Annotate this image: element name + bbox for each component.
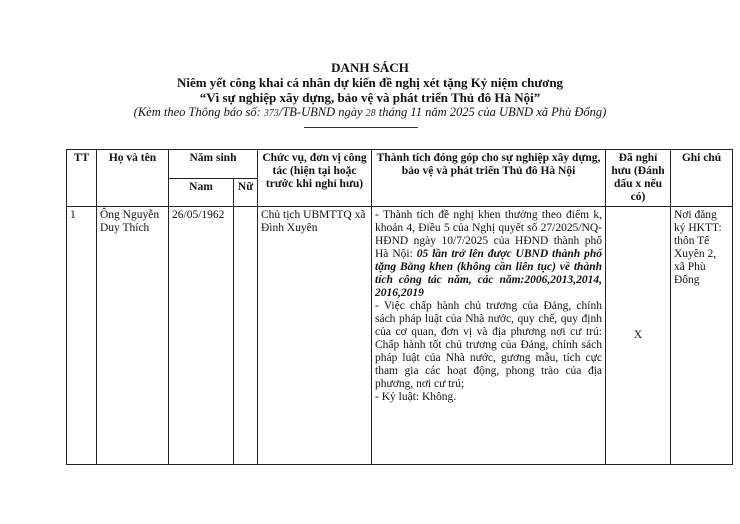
header-note: Ghi chú [671,150,733,207]
medal-name: “Vì sự nghiệp xây dựng, bảo vệ và phát triển Thủ đô Hà Nội” [199,90,541,105]
notice-number: 373 [263,108,279,119]
table-row [67,207,733,465]
ref-middle: /TB-UBND ngày [278,105,363,119]
table-header-row [67,150,733,179]
achievement-awards: 05 lần trở lên được UBND thành phố tặng Bằng khen (không cần liên tục) về thành tích công tác năm, các năm:2006,2013,2014, 2016,2019 [375,248,602,299]
header-male: Nam [169,178,234,207]
document-header [0,60,740,121]
header-divider [304,127,418,128]
cell-position: Chủ tịch UBMTTQ xã Đình Xuyên [258,207,372,465]
nominee-table [66,149,733,465]
ref-suffix: tháng 11 năm 2025 của UBND xã Phù Đổng) [378,105,607,119]
cell-retired: X [606,207,671,465]
header-female: Nữ [234,178,258,207]
achievement-basis: - Thành tích đề nghị khen thưởng theo điểm k, khoản 4, Điều 5 của Nghị quyết số 27/2025/NQ-HĐND ngày 10/7/2025 của HĐND thành phố Hà Nội: [375,209,602,260]
header-tt: TT [67,150,97,207]
cell-tt: 1 [67,207,97,465]
header-birth: Năm sinh [169,150,258,179]
cell-name: Ông Nguyễn Duy Thích [97,207,169,465]
cell-note: Nơi đăng ký HKTT: thôn Tế Xuyên 2, xã Phù Đổng [671,207,733,465]
cell-achievement [372,207,606,465]
notice-day: 28 [365,108,376,119]
ref-prefix: (Kèm theo Thông báo số: [133,105,261,119]
cell-female-birth [234,207,258,465]
attachment-reference [0,105,740,121]
document-subtitle: Niêm yết công khai cá nhân dự kiến đề nghị xét tặng Kỷ niệm chương [176,75,564,90]
cell-male-birth: 26/05/1962 [169,207,234,465]
achievement-compliance: - Việc chấp hành chủ trương của Đảng, chính sách pháp luật của Nhà nước, quy chế, quy định của cơ quan, đơn vị và địa phương nơi cư trú: Chấp hành tốt chủ trương của Đảng, chính sách pháp luật của Nhà nước, gương mẫu, tích cực tham gia các hoạt động, phong trào của địa phương, nơi cư trú; [375,300,602,390]
header-achievement: Thành tích đóng góp cho sự nghiệp xây dựng, bảo vệ và phát triển Thủ đô Hà Nội [372,150,606,207]
document-title: DANH SÁCH [331,60,409,75]
header-name: Họ và tên [97,150,169,207]
header-position: Chức vụ, đơn vị công tác (hiện tại hoặc trước khi nghỉ hưu) [258,150,372,207]
achievement-discipline: - Kỷ luật: Không. [375,391,457,403]
header-retired: Đã nghỉ hưu (Đánh dấu x nếu có) [606,150,671,207]
